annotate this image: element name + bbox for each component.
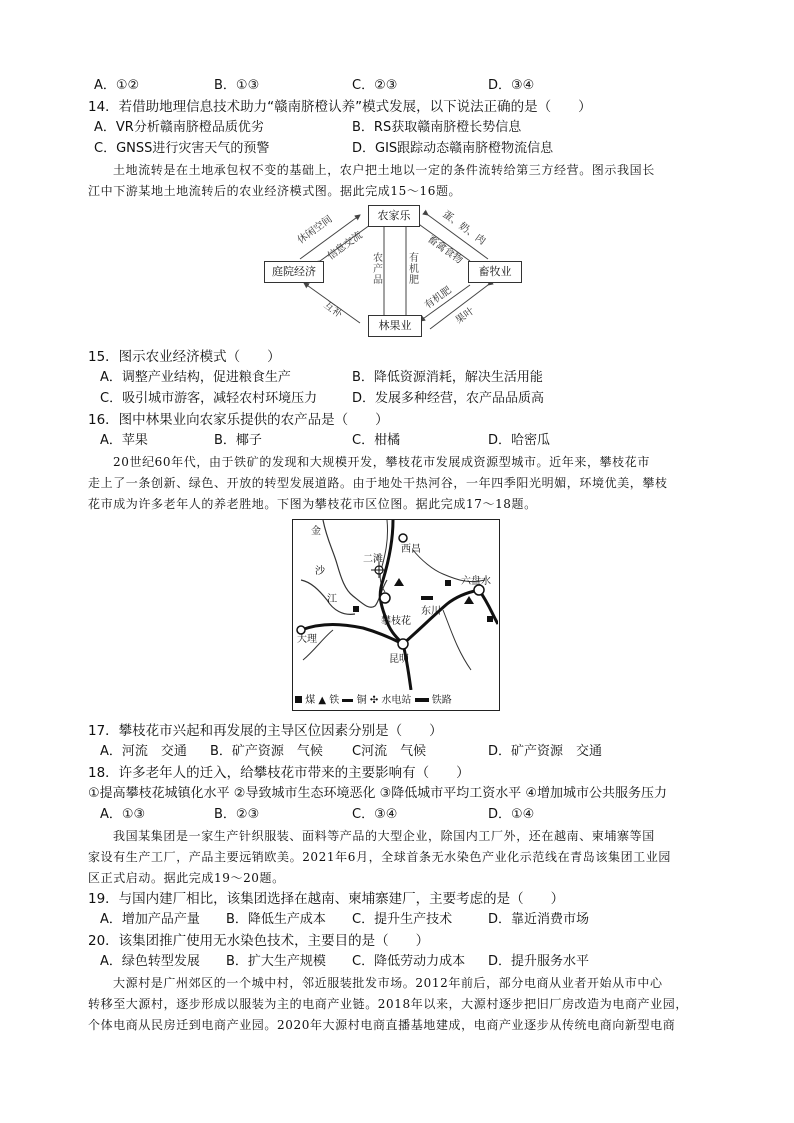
q14-stem: 14．若借助地理信息技术助力“赣南脐橙认养”模式发展，以下说法正确的是（ ） <box>88 99 592 115</box>
panzhihua-location-map <box>292 519 500 711</box>
legend-coal: 煤 <box>305 695 316 706</box>
map-label-dongchuan: 东川 <box>421 606 441 617</box>
q16-option-c: C．柑橘 <box>352 433 401 448</box>
node-courtyard-economy: 庭院经济 <box>264 261 324 283</box>
q18-option-d: D．①④ <box>488 807 535 822</box>
q19-option-c: C．提升生产技术 <box>352 912 453 927</box>
q14-option-c: C．GNSS进行灾害天气的预警 <box>94 141 270 156</box>
map-label-liupanshui: 六盘水 <box>461 576 491 587</box>
legend-railway: 铁路 <box>431 695 452 706</box>
coal-icon <box>295 696 302 703</box>
passage-19-20-line-3: 区正式启动。据此完成19～20题。 <box>88 871 285 885</box>
map-label-jin: 金 <box>311 526 321 537</box>
hydro-station-icon: ✣ <box>369 695 379 706</box>
label-info: 信息交流 <box>325 229 365 263</box>
q15-option-a: A．调整产业结构，促进粮食生产 <box>100 370 291 385</box>
q20-option-a: A．绿色转型发展 <box>100 954 200 969</box>
passage-17-18-line-2: 走上了一条创新、绿色、开放的转型发展道路。由于地处干热河谷，一年四季阳光明媚，环境优美，攀枝 <box>88 476 668 490</box>
q18-option-b: B．②③ <box>214 807 260 822</box>
q19-option-a: A．增加产品产量 <box>100 912 200 927</box>
q16-option-b: B．椰子 <box>214 433 262 448</box>
node-forest-fruit: 林果业 <box>368 315 422 337</box>
legend-copper: 铜 <box>356 695 367 706</box>
q19-option-d: D．靠近消费市场 <box>488 912 590 927</box>
passage-19-20-line-1: 我国某集团是一家生产针织服装、面料等产品的大型企业，除国内工厂外，还在越南、柬埔寨等国 <box>113 829 655 843</box>
passage-17-18-line-3: 花市成为许多老年人的养老胜地。下图为攀枝花市区位图。据此完成17～18题。 <box>88 497 537 511</box>
q15-option-b: B．降低资源消耗，解决生活用能 <box>352 370 543 385</box>
q19-stem: 19．与国内建厂相比，该集团选择在越南、柬埔寨建厂，主要考虑的是（ ） <box>88 891 565 907</box>
q13-option-b: B．①③ <box>214 78 260 93</box>
q14-option-b: B．RS获取赣南脐橙长势信息 <box>352 120 522 135</box>
q13-option-d: D．③④ <box>488 78 535 93</box>
map-label-dali: 大理 <box>297 634 317 645</box>
q13-option-c: C．②③ <box>352 78 398 93</box>
q13-option-a: A．①② <box>94 78 140 93</box>
map-label-ertan: 二滩 <box>363 554 383 565</box>
label-produce: 农产品 <box>373 253 383 286</box>
passage-19-20-line-2: 家设有生产工厂，产品主要远销欧美。2021年6月，全球首条无水染色产业化示范线在青岛该集团工业园 <box>88 850 671 864</box>
passage-15-16-line-2: 江中下游某地土地流转后的农业经济模式图。据此完成15～16题。 <box>88 184 462 198</box>
passage-17-18-line-1: 20世纪60年代，由于铁矿的发现和大规模开发，攀枝花市发展成资源型城市。近年来，攀枝花市 <box>113 455 650 469</box>
passage-end-line-3: 个体电商从民房迁到电商产业园。2020年大源村电商直播基地建成，电商产业逐步从传统电商向新型电商 <box>88 1018 676 1032</box>
label-fruit-leaves: 果叶 <box>453 305 477 327</box>
q16-option-a: A．苹果 <box>100 433 148 448</box>
label-leisure: 休闲空间 <box>295 213 335 247</box>
label-manure-vertical: 有机肥 <box>409 253 419 286</box>
q20-stem: 20．该集团推广使用无水染色技术，主要目的是（ ） <box>88 933 430 949</box>
q15-option-c: C．吸引城市游客，减轻农村环境压力 <box>100 391 318 406</box>
label-manure-diag: 有机肥 <box>422 284 454 312</box>
label-mutual: 互补 <box>321 299 345 321</box>
legend-iron: 铁 <box>329 695 340 706</box>
node-animal-husbandry: 畜牧业 <box>468 261 522 283</box>
railway-icon <box>415 698 429 702</box>
label-feed: 畜禽食物 <box>425 233 465 267</box>
q20-option-c: C．降低劳动力成本 <box>352 954 466 969</box>
q20-option-b: B．扩大生产规模 <box>226 954 326 969</box>
legend-hydro: 水电站 <box>381 695 412 706</box>
q20-option-d: D．提升服务水平 <box>488 954 590 969</box>
q17-option-a: A．河流 交通 <box>100 744 187 759</box>
passage-15-16-line-1: 土地流转是在土地承包权不变的基础上，农户把土地以一定的条件流转给第三方经营。图示我国长 <box>113 163 655 177</box>
q17-option-c: C河流 气候 <box>352 744 427 759</box>
copper-icon <box>342 699 353 702</box>
node-farmhouse: 农家乐 <box>368 205 420 227</box>
q17-option-d: D．矿产资源 交通 <box>488 744 603 759</box>
passage-end-line-2: 转移至大源村，逐步形成以服装为主的电商产业链。2018年以来，大源村逐步把旧厂房改造为电商产业园， <box>88 997 688 1011</box>
map-label-jiang: 江 <box>327 594 337 605</box>
q16-stem: 16．图中林果业向农家乐提供的农产品是（ ） <box>88 412 389 428</box>
q19-option-b: B．降低生产成本 <box>226 912 326 927</box>
map-legend <box>295 694 497 708</box>
iron-icon: ▲ <box>318 695 327 706</box>
map-label-xichang: 西昌 <box>401 544 421 555</box>
map-label-panzhihua: 攀枝花 <box>381 616 411 627</box>
q18-choices: ①提高攀枝花城镇化水平 ②导致城市生态环境恶化 ③降低城市平均工资水平 ④增加城市公共服务压力 <box>88 786 668 801</box>
passage-end-line-1: 大源村是广州郊区的一个城中村，邻近服装批发市场。2012年前后，部分电商从业者开始从市中心 <box>113 976 663 990</box>
map-label-sha: 沙 <box>315 566 325 577</box>
map-label-kunming: 昆明 <box>389 654 409 665</box>
agri-model-diagram <box>260 203 530 343</box>
q18-option-a: A．①③ <box>100 807 146 822</box>
q18-stem: 18．许多老年人的迁入，给攀枝花市带来的主要影响有（ ） <box>88 765 470 781</box>
q18-option-c: C．③④ <box>352 807 398 822</box>
q17-option-b: B．矿产资源 气候 <box>210 744 323 759</box>
q14-option-a: A．VR分析赣南脐橙品质优劣 <box>94 120 264 135</box>
q15-stem: 15．图示农业经济模式（ ） <box>88 349 281 365</box>
q16-option-d: D．哈密瓜 <box>488 433 551 448</box>
label-eggs: 蛋、奶、肉 <box>440 208 488 248</box>
q14-option-d: D．GIS跟踪动态赣南脐橙物流信息 <box>352 141 554 156</box>
q17-stem: 17．攀枝花市兴起和再发展的主导区位因素分别是（ ） <box>88 723 443 739</box>
q15-option-d: D．发展多种经营，农产品品质高 <box>352 391 545 406</box>
